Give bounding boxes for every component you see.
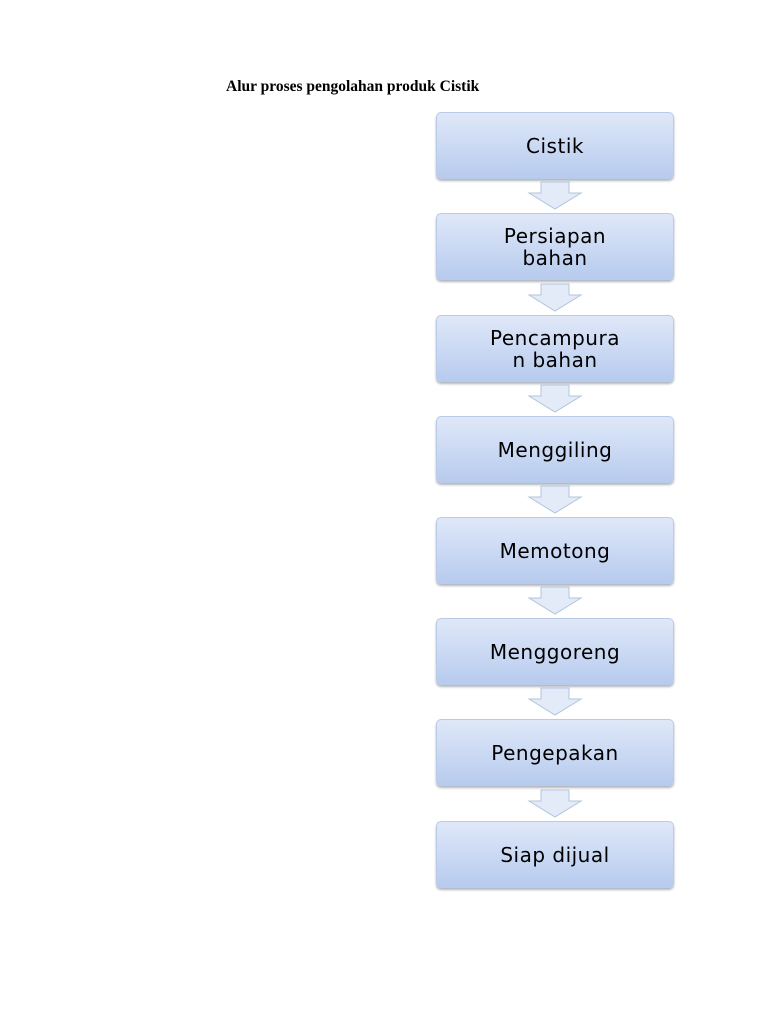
step-label: Siap dijual — [500, 842, 610, 867]
down-arrow-icon — [527, 789, 583, 819]
down-arrow-icon — [527, 181, 583, 211]
down-arrow-icon — [527, 586, 583, 616]
down-arrow-icon — [527, 283, 583, 313]
step-label: Menggoreng — [489, 639, 621, 664]
down-arrow-icon — [527, 384, 583, 414]
step-box-pengepakan — [436, 719, 674, 786]
step-box-menggoreng — [436, 618, 674, 685]
down-arrow-icon — [527, 485, 583, 515]
step-label-line1: Persiapan — [503, 223, 607, 248]
step-label: Memotong — [499, 538, 611, 563]
step-box-memotong — [436, 517, 674, 584]
step-box-siap-dijual — [436, 821, 674, 888]
step-label-line2: bahan — [522, 245, 588, 270]
page-title: Alur proses pengolahan produk Cistik — [226, 78, 480, 95]
step-label: Menggiling — [497, 437, 613, 462]
step-box-menggiling — [436, 416, 674, 483]
step-box-persiapan-bahan — [436, 213, 674, 280]
step-label-line2: n bahan — [512, 347, 598, 372]
down-arrow-icon — [527, 687, 583, 717]
step-label: Pengepakan — [491, 740, 619, 765]
step-box-pencampuran-bahan — [436, 315, 674, 382]
step-label-line1: Pencampura — [490, 325, 620, 350]
step-box-cistik — [436, 112, 674, 179]
step-label: Cistik — [526, 133, 584, 158]
